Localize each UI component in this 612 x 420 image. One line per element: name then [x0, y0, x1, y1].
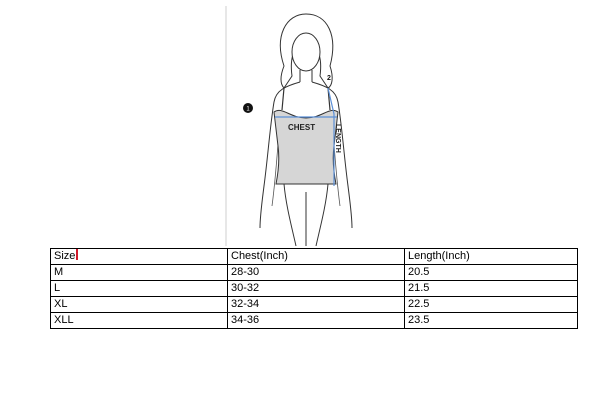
cell-chest[interactable]: 30-32 — [228, 281, 405, 297]
figure-svg — [224, 6, 388, 246]
header-size[interactable]: Size — [51, 249, 228, 265]
cell-size[interactable]: M — [51, 265, 228, 281]
text-cursor-mark — [76, 249, 78, 260]
cell-size[interactable]: L — [51, 281, 228, 297]
header-chest[interactable]: Chest(Inch) — [228, 249, 405, 265]
marker-2-label: 2 — [327, 75, 331, 82]
cell-chest[interactable]: 32-34 — [228, 297, 405, 313]
measurement-illustration — [224, 6, 388, 246]
length-label: LENGTH — [334, 124, 341, 153]
table-header-row — [51, 249, 578, 265]
legs — [284, 184, 328, 246]
cell-length[interactable]: 21.5 — [405, 281, 578, 297]
table-row — [51, 265, 578, 281]
cell-chest[interactable]: 28-30 — [228, 265, 405, 281]
left-strap — [282, 88, 284, 110]
face-shape — [292, 33, 320, 71]
table-row — [51, 297, 578, 313]
cell-length[interactable]: 22.5 — [405, 297, 578, 313]
marker-1-label: 1 — [246, 106, 250, 113]
table-row — [51, 281, 578, 297]
size-table — [50, 248, 578, 329]
neck-shape — [300, 70, 312, 82]
table-row — [51, 313, 578, 329]
cell-size[interactable]: XLL — [51, 313, 228, 329]
cell-length[interactable]: 23.5 — [405, 313, 578, 329]
camisole-top — [274, 110, 338, 184]
cell-size[interactable]: XL — [51, 297, 228, 313]
header-length[interactable]: Length(Inch) — [405, 249, 578, 265]
cell-length[interactable]: 20.5 — [405, 265, 578, 281]
cell-chest[interactable]: 34-36 — [228, 313, 405, 329]
chest-label: CHEST — [288, 123, 316, 132]
